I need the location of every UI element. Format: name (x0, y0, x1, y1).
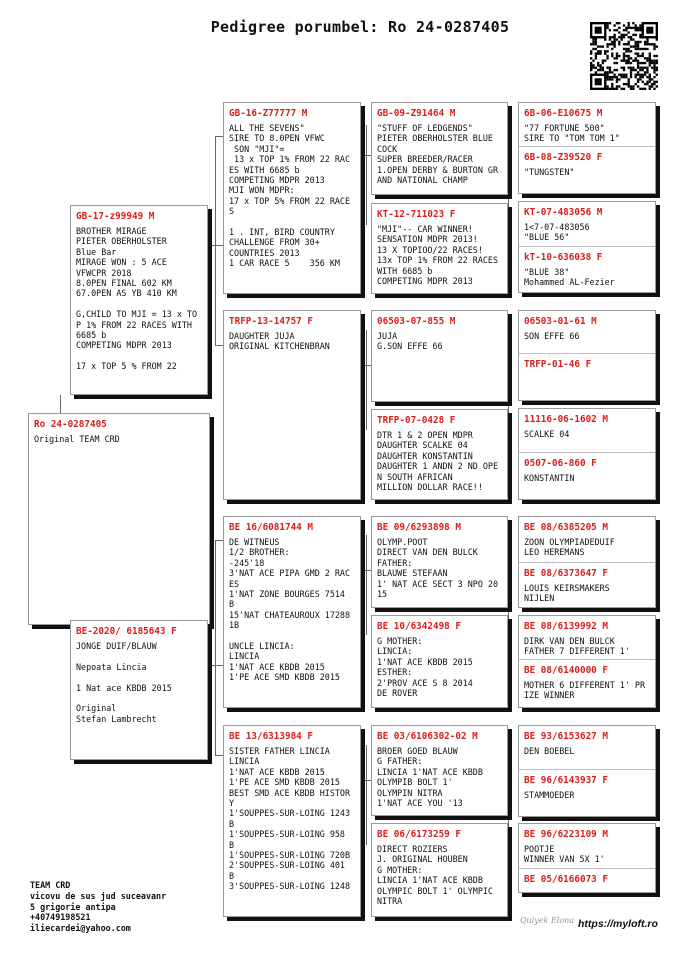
gen4-female-notes: "BLUE 38" Mohammed AL-Fezier (524, 267, 615, 288)
gen2-card[interactable] (223, 310, 361, 500)
gen4-male (519, 824, 655, 865)
gen4-male-id: BE 08/6139992 M (524, 621, 608, 632)
subject-id: Ro 24-0287405 (34, 419, 107, 430)
gen3-card[interactable] (371, 516, 508, 608)
gen2-id: TRFP-13-14757 F (229, 316, 313, 327)
gen4-card[interactable] (518, 408, 656, 500)
gen3-notes: DIRECT ROZIERS J. ORIGINAL HOUBEN G MOTHER: LINCIA 1'NAT ACE KBDB OLYMPIC BOLT 1' OLYMPIC NITRA (377, 844, 493, 907)
gen4-female-id: 6B-08-Z39520 F (524, 152, 603, 163)
gen4-male-id: BE 96/6223109 M (524, 829, 608, 840)
gen4-female-notes (519, 885, 655, 889)
gen4-female (519, 659, 655, 701)
gen4-female-notes: "TUNGSTEN" (524, 167, 575, 177)
gen4-male (519, 202, 655, 243)
gen4-male-id: BE 08/6385205 M (524, 522, 608, 533)
gen4-female-id: BE 08/6140000 F (524, 665, 608, 676)
gen3-card[interactable] (371, 203, 508, 294)
gen2-id: BE 16/6081744 M (229, 522, 313, 533)
gen4-male (519, 103, 655, 144)
gen4-female (519, 353, 655, 374)
gen4-female (519, 452, 655, 483)
gen4-card[interactable] (518, 615, 656, 708)
gen3-notes: G MOTHER: LINCIA: 1'NAT ACE KBDB 2015 ESTHER: 2'PROV ACE S 8 2014 DE ROVER (377, 636, 473, 699)
gen4-female-id: BE 96/6143937 F (524, 775, 608, 786)
gen2-notes: ALL THE SEVENS" SIRE TO 8.0PEN VFWC SON "MJI"= 13 x TOP 1% FROM 22 RAC ES WITH 6685 b COMPETING MDPR 2013 MJI WON MDPR: 17 x TOP 5% FROM 22 RACE S 1 . INT, BIRD COUNTRY CHALLENGE FROM 30+ COUNTRIES 2013 1 CAR RACE 5 356 KM (229, 123, 351, 269)
gen3-card[interactable] (371, 409, 508, 500)
gen4-card[interactable] (518, 201, 656, 293)
gen4-male-notes: 1<7-07-483056 "BLUE 56" (524, 222, 590, 243)
gen4-female (519, 562, 655, 604)
subject-card[interactable] (28, 413, 210, 625)
gen4-card[interactable] (518, 823, 656, 893)
gen3-notes: "MJI"-- CAR WINNER! SENSATION MDPR 2013! 13 X TOPIOO/22 RACES! 13x TOP 1% FROM 22 RACES WITH 6685 b COMPETING MDPR 2013 (377, 224, 499, 287)
sire-card[interactable] (70, 205, 208, 395)
gen4-male (519, 726, 655, 756)
website-link[interactable]: https://myloft.ro (578, 918, 658, 930)
gen4-male-id: 11116-06-1602 M (524, 414, 608, 425)
gen3-card[interactable] (371, 102, 508, 195)
gen4-male (519, 311, 655, 341)
dam-notes: JONGE DUIF/BLAUW Nepoata Lincia 1 Nat ace KBDB 2015 Original Stefan Lambrecht (76, 641, 172, 724)
gen4-female-id: kT-10-636038 F (524, 252, 603, 263)
gen4-male-notes: DIRK VAN DEN BULCK FATHER 7 DIFFERENT 1' (524, 636, 630, 657)
gen3-notes: "STUFF OF LEDGENDS" PIETER OBERHOLSTER BLUE COCK SUPER BREEDER/RACER 1.OPEN DERBY & BURTON GR AND NATIONAL CHAMP (377, 123, 499, 186)
gen3-id: KT-12-711023 F (377, 209, 456, 220)
dam-id: BE-2020/ 6185643 F (76, 626, 177, 637)
gen3-notes: BROER GOED BLAUW G FATHER: LINCIA 1'NAT ACE KBDB OLYMPIB BOLT 1' OLYMPIN NITRA 1'NAT ACE YOU '13 (377, 746, 483, 809)
gen3-card[interactable] (371, 615, 508, 708)
gen2-id: GB-16-Z77777 M (229, 108, 308, 119)
gen4-card[interactable] (518, 102, 656, 194)
gen4-male-id: KT-07-483056 M (524, 207, 603, 218)
gen3-id: BE 10/6342498 F (377, 621, 461, 632)
gen3-notes: JUJA G.SON EFFE 66 (377, 331, 443, 352)
gen2-card[interactable] (223, 725, 361, 917)
gen4-male-notes: ZOON OLYMPIADEDUIF LEO HEREMANS (524, 537, 615, 558)
gen4-male-id: 6B-06-E10675 M (524, 108, 603, 119)
gen4-female-notes: KONSTANTIN (524, 473, 575, 483)
gen4-female (519, 769, 655, 800)
gen4-female-id: BE 08/6373647 F (524, 568, 608, 579)
gen4-male-notes: DEN BOEBEL (524, 746, 575, 756)
subject-notes: Original TEAM CRD (34, 434, 120, 444)
gen3-notes: DTR 1 & 2 OPEN MDPR DAUGHTER SCALKE 04 DAUGHTER KONSTANTIN DAUGHTER 1 ANDN 2 ND OPE N SOUTH AFRICAN MILLION DOLLAR RACE!! (377, 430, 499, 493)
gen4-card[interactable] (518, 725, 656, 817)
gen4-female-notes (519, 370, 655, 374)
page-title: Pedigree porumbel: Ro 24-0287405 (210, 18, 510, 36)
gen4-male-notes: "77 FORTUNE 500" SIRE TO "TOM TOM 1" (524, 123, 620, 144)
gen4-female-id: BE 05/6166073 F (524, 874, 608, 885)
gen4-female-id: TRFP-01-46 F (524, 359, 592, 370)
gen4-female-notes: STAMMOEDER (524, 790, 575, 800)
gen2-card[interactable] (223, 516, 361, 708)
gen3-id: BE 09/6293898 M (377, 522, 461, 533)
gen3-id: 06503-07-855 M (377, 316, 456, 327)
gen2-notes: DE WITNEUS 1/2 BROTHER: -245'18 3'NAT ACE PIPA GMD 2 RAC ES 1'NAT ZONE BOURGES 7514 B 15'NAT CHATEAUROUX 17288 1B UNCLE LINCIA: LINCIA 1'NAT ACE KBDB 2015 1'PE ACE SMD KBDB 2015 (229, 537, 351, 683)
gen4-female (519, 246, 655, 288)
gen4-female-notes: MOTHER 6 DIFFERENT 1' PR IZE WINNER (524, 680, 646, 701)
gen3-notes: OLYMP.POOT DIRECT VAN DEN BULCK FATHER: BLAUWE STEFAAN 1' NAT ACE SECT 3 NPO 20 15 (377, 537, 499, 600)
gen2-card[interactable] (223, 102, 361, 294)
gen4-card[interactable] (518, 310, 656, 401)
gen3-card[interactable] (371, 725, 508, 816)
gen4-male (519, 517, 655, 558)
gen2-notes: SISTER FATHER LINCIA LINCIA 1'NAT ACE KBDB 2015 1'PE ACE SMD KBDB 2015 BEST SMD ACE KBDB HISTOR Y 1'SOUPPES-SUR-LOING 1243 B 1'SOUPPES-SUR-LOING 958 B 1'SOUPPES-SUR-LOING 720B 2'SOUPPES-SUR-LOING 401 B 3'SOUPPES-SUR-LOING 1248 (229, 746, 351, 892)
gen3-card[interactable] (371, 823, 508, 917)
qr-code-icon (590, 22, 658, 90)
gen4-male-notes: SCALKE 04 (524, 429, 570, 439)
gen3-id: GB-09-Z91464 M (377, 108, 456, 119)
gen4-female (519, 868, 655, 889)
gen2-notes: DAUGHTER JUJA ORIGINAL KITCHENBRAN (229, 331, 330, 352)
gen4-male-notes: POOTJE WINNER VAN 5X 1' (524, 844, 605, 865)
gen3-card[interactable] (371, 310, 508, 402)
gen4-male-notes: SON EFFE 66 (524, 331, 580, 341)
sire-id: GB-17-z99949 M (76, 211, 155, 222)
gen3-id: TRFP-07-0428 F (377, 415, 456, 426)
gen4-male-id: BE 93/6153627 M (524, 731, 608, 742)
gen4-female-notes: LOUIS KEIRSMAKERS NIJLEN (524, 583, 610, 604)
dam-card[interactable] (70, 620, 208, 760)
gen4-male (519, 409, 655, 439)
gen4-card[interactable] (518, 516, 656, 608)
sire-notes: BROTHER MIRAGE PIETER OBERHOLSTER Blue Bar MIRAGE WON : 5 ACE VFWCPR 2018 8.0PEN FINAL 602 KM 67.0PEN AS YB 410 KM G,CHILD TO MJI = 13 x TO P 1% FROM 22 RACES WITH 6685 b COMPETING MDPR 2013 17 x TOP 5 % FROM 22 (76, 226, 198, 372)
gen2-id: BE 13/6313984 F (229, 731, 313, 742)
gen4-female-id: 0507-06-860 F (524, 458, 597, 469)
gen3-id: BE 06/6173259 F (377, 829, 461, 840)
signature: Quiyek Elona (520, 916, 575, 925)
gen3-id: BE 03/6106302-02 M (377, 731, 478, 742)
gen4-female (519, 146, 655, 177)
owner-contact: TEAM CRD vicovu de sus jud suceavanr 5 grigorie antipa +40749198521 iliecardei@yahoo.com (30, 880, 167, 934)
gen4-male (519, 616, 655, 657)
gen4-male-id: 06503-01-61 M (524, 316, 597, 327)
